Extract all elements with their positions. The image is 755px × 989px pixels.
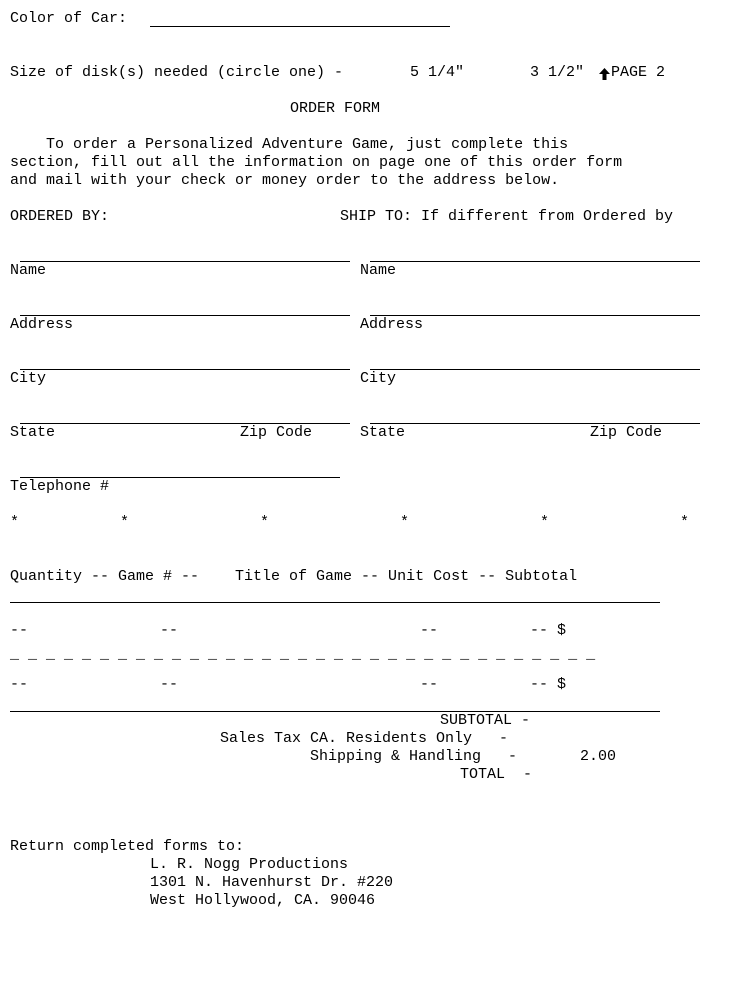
telephone-label: Telephone # bbox=[10, 478, 110, 495]
disk-option-3-5[interactable]: 3 1/2" bbox=[530, 64, 585, 81]
order-table-top-rule bbox=[10, 602, 660, 603]
return-line-2: 1301 N. Havenhurst Dr. #220 bbox=[150, 874, 394, 891]
ship-name-line[interactable] bbox=[370, 261, 700, 262]
row2-game[interactable]: -- bbox=[160, 676, 179, 693]
ordered-city-line[interactable] bbox=[20, 369, 350, 370]
ordered-zip-label: Zip Code bbox=[240, 424, 313, 441]
separator-star: * bbox=[680, 514, 690, 531]
separator-star: * bbox=[120, 514, 130, 531]
ship-city-line[interactable] bbox=[370, 369, 700, 370]
row1-subtotal[interactable]: -- $ bbox=[530, 622, 567, 639]
total-label: TOTAL - bbox=[460, 766, 533, 783]
sales-tax-label: Sales Tax CA. Residents Only - bbox=[220, 730, 509, 747]
ordered-address-label: Address bbox=[10, 316, 74, 333]
ship-address-label: Address bbox=[360, 316, 424, 333]
return-line-3: West Hollywood, CA. 90046 bbox=[150, 892, 376, 909]
ordered-name-line[interactable] bbox=[20, 261, 350, 262]
row2-qty[interactable]: -- bbox=[10, 676, 29, 693]
intro-line-3: and mail with your check or money order to the address below. bbox=[10, 172, 560, 189]
ordered-name-label: Name bbox=[10, 262, 47, 279]
return-line-1: L. R. Nogg Productions bbox=[150, 856, 349, 873]
color-of-car-line[interactable] bbox=[150, 26, 450, 27]
up-arrow-icon bbox=[599, 68, 610, 80]
separator-star: * bbox=[260, 514, 270, 531]
ordered-by-heading: ORDERED BY: bbox=[10, 208, 110, 225]
order-table-dashed-separator: _ _ _ _ _ _ _ _ _ _ _ _ _ _ _ _ _ _ _ _ _ _ _ _ _ _ _ _ _ _ _ _ _ bbox=[10, 646, 596, 663]
row2-unit-cost[interactable]: -- bbox=[420, 676, 439, 693]
subtotal-label: SUBTOTAL - bbox=[440, 712, 531, 729]
ship-zip-label: Zip Code bbox=[590, 424, 663, 441]
disk-option-5-25[interactable]: 5 1/4" bbox=[410, 64, 465, 81]
form-title: ORDER FORM bbox=[290, 100, 381, 117]
disk-size-label: Size of disk(s) needed (circle one) - bbox=[10, 64, 344, 81]
return-heading: Return completed forms to: bbox=[10, 838, 245, 855]
ordered-state-label: State bbox=[10, 424, 56, 441]
separator-star: * bbox=[400, 514, 410, 531]
row1-game[interactable]: -- bbox=[160, 622, 179, 639]
intro-line-2: section, fill out all the information on page one of this order form bbox=[10, 154, 623, 171]
order-table-header: Quantity -- Game # -- Title of Game -- Unit Cost -- Subtotal bbox=[10, 568, 578, 585]
row2-subtotal[interactable]: -- $ bbox=[530, 676, 567, 693]
order-table-bottom-rule bbox=[10, 711, 660, 712]
ship-city-label: City bbox=[360, 370, 397, 387]
ordered-city-label: City bbox=[10, 370, 47, 387]
row1-unit-cost[interactable]: -- bbox=[420, 622, 439, 639]
intro-line-1: To order a Personalized Adventure Game, just complete this bbox=[10, 136, 569, 153]
ship-to-heading: SHIP TO: If different from Ordered by bbox=[340, 208, 674, 225]
shipping-label: Shipping & Handling - bbox=[310, 748, 518, 765]
color-of-car-label: Color of Car: bbox=[10, 10, 128, 27]
separator-star: * bbox=[540, 514, 550, 531]
separator-star: * bbox=[10, 514, 20, 531]
page-marker: PAGE 2 bbox=[611, 64, 666, 81]
shipping-value: 2.00 bbox=[580, 748, 617, 765]
row1-qty[interactable]: -- bbox=[10, 622, 29, 639]
ship-state-label: State bbox=[360, 424, 406, 441]
ship-name-label: Name bbox=[360, 262, 397, 279]
